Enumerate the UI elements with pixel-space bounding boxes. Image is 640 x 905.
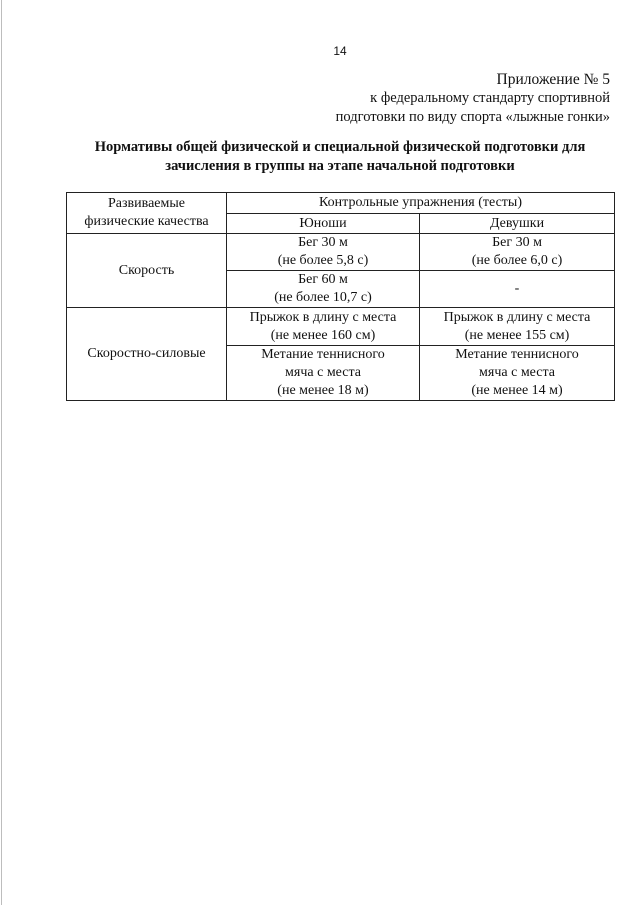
header-boys-cell	[227, 214, 420, 234]
test-norm: (не менее 160 см)	[270, 327, 376, 343]
header-boys-label: Юноши	[299, 215, 347, 231]
quality-speed-strength-label: Скоростно-силовые	[87, 346, 206, 361]
test-norm: (не более 5,8 с)	[277, 253, 369, 268]
test-name: Прыжок в длину с места	[443, 309, 591, 325]
boys-test-cell	[227, 234, 420, 271]
table-row	[67, 234, 615, 271]
appendix-reference	[336, 70, 610, 127]
test-name: Бег 60 м	[298, 272, 348, 287]
header-quality-line-2: физические качества	[84, 214, 209, 229]
girls-test-cell	[420, 346, 615, 401]
table-row	[67, 308, 615, 346]
test-name: Метание теннисного	[455, 347, 579, 362]
header-girls-label: Девушки	[489, 215, 545, 231]
test-name: Прыжок в длину с места	[249, 309, 397, 325]
empty-value-dash: -	[514, 281, 520, 296]
test-name-cont: мяча с места	[479, 365, 555, 380]
title-line-1: Нормативы общей физической и специальной физической подготовки для	[94, 139, 586, 155]
test-name-cont: мяча с места	[285, 365, 361, 380]
appendix-sport: подготовки по виду спорта «лыжные гонки»	[335, 109, 610, 125]
quality-cell-speed-strength	[67, 308, 227, 401]
header-quality-line-1: Развиваемые	[108, 196, 185, 211]
header-tests-label: Контрольные упражнения (тесты)	[319, 195, 522, 210]
title-line-2: зачисления в группы на этапе начальной подготовки	[165, 158, 515, 174]
header-girls-cell	[420, 214, 615, 234]
boys-test-cell	[227, 271, 420, 308]
test-name: Бег 30 м	[298, 235, 348, 250]
girls-test-cell	[420, 308, 615, 346]
girls-test-cell	[420, 234, 615, 271]
test-name: Метание теннисного	[261, 347, 385, 362]
header-quality-cell	[67, 193, 227, 234]
boys-test-cell	[227, 308, 420, 346]
page-edge	[1, 0, 2, 905]
header-tests-cell	[227, 193, 615, 214]
appendix-number: Приложение № 5	[496, 71, 610, 88]
quality-cell-speed	[67, 234, 227, 308]
test-norm: (не менее 155 см)	[464, 327, 570, 343]
appendix-standard: к федеральному стандарту спортивной	[370, 90, 610, 106]
norms-table	[66, 192, 615, 401]
page-number: 14	[333, 44, 347, 58]
test-norm: (не более 10,7 с)	[274, 290, 372, 305]
document-title	[60, 138, 620, 176]
test-name: Бег 30 м	[492, 235, 542, 250]
test-norm: (не более 6,0 с)	[471, 253, 563, 268]
boys-test-cell	[227, 346, 420, 401]
quality-speed-label: Скорость	[118, 262, 175, 278]
girls-test-cell	[420, 271, 615, 308]
test-norm: (не менее 18 м)	[277, 383, 369, 398]
test-norm: (не менее 14 м)	[471, 383, 563, 398]
table-header-row	[67, 193, 615, 214]
